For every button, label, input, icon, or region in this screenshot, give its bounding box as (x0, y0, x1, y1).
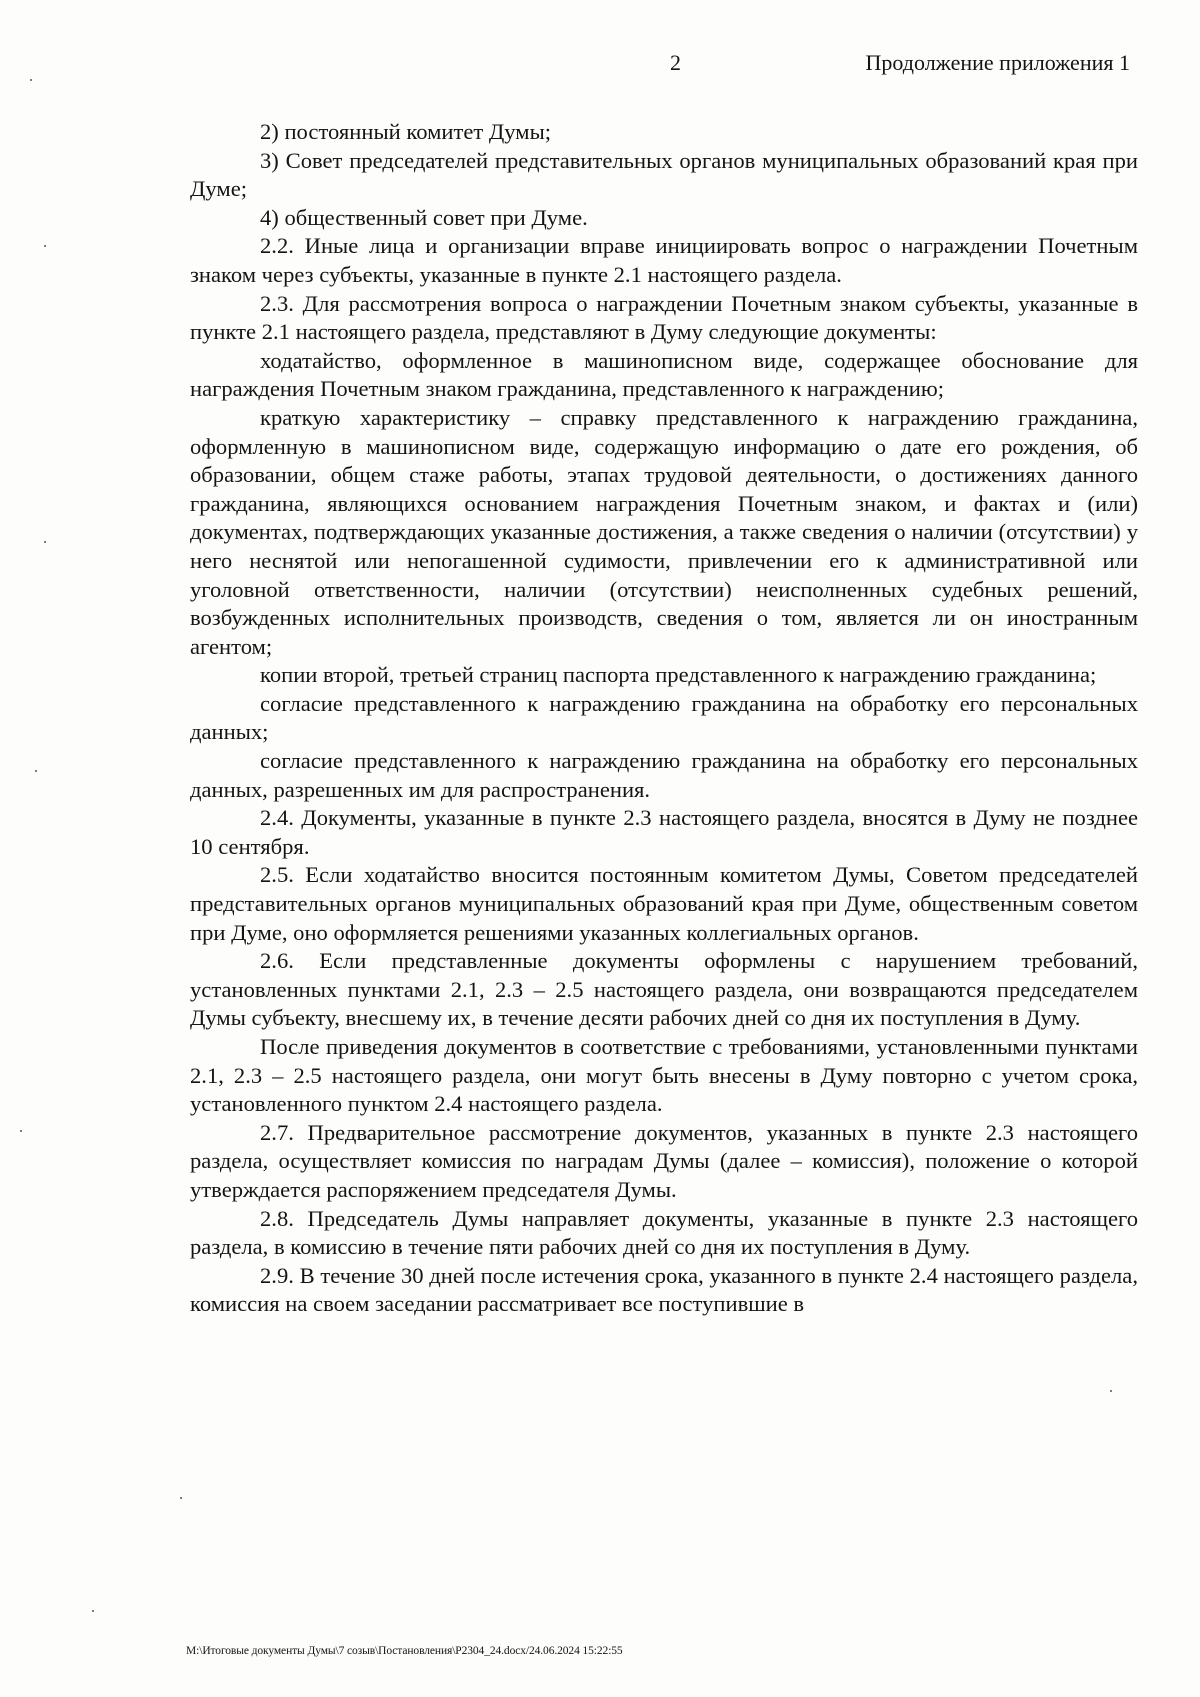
document-item-characteristic: краткую характеристику – справку представленного к награждению гражданина, оформленную в машинописном виде, содержащую информацию о дате его рождения, об образовании, общем стаже работы, этапах трудовой деятельности, о достижениях данного гражданина, являющихся основанием награждения Почетным знаком, и фактах и (или) документах, подтверждающих указанные достижения, а также сведения о наличии (отсутствии) у него неснятой или непогашенной судимости, привлечении его к административной или уголовной ответственности, наличии (отсутствии) неисполненных судебных решений, возбужденных исполнительных производств, сведения о том, является ли он иностранным агентом; (190, 404, 1138, 659)
scan-speck (44, 541, 46, 543)
scan-speck (1110, 1390, 1112, 1392)
document-item-data-consent: согласие представленного к награждению гражданина на обработку его персональных данных; (190, 690, 1138, 745)
appendix-continuation-label: Продолжение приложения 1 (865, 50, 1130, 75)
clause-2-6-resubmission: После приведения документов в соответствие с требованиями, установленными пунктами 2.1, 2.3 – 2.5 настоящего раздела, они могут быть внесены в Думу повторно с учетом срока, установленного пунктом 2.4 настоящего раздела. (190, 1034, 1138, 1117)
clause-2-6: 2.6. Если представленные документы оформлены с нарушением требований, установленных пунктами 2.1, 2.3 – 2.5 настоящего раздела, они возвращаются председателем Думы субъекту, внесшему их, в течение десяти рабочих дней со дня их поступления в Думу. (190, 948, 1138, 1031)
list-item-council-of-chairs: 3) Совет председателей представительных органов муниципальных образований края при Думе; (190, 147, 1138, 202)
footer-file-path: M:\Итоговые документы Думы\7 созыв\Постановления\P2304_24.docx/24.06.2024 15:22:55 (186, 1645, 623, 1657)
document-item-petition: ходатайство, оформленное в машинописном виде, содержащее обоснование для награждения Почетным знаком гражданина, представленного к награждению; (190, 347, 1138, 402)
clause-2-8: 2.8. Председатель Думы направляет документы, указанные в пункте 2.3 настоящего раздела, в комиссию в течение пяти рабочих дней со дня их поступления в Думу. (190, 1205, 1138, 1260)
scan-speck (35, 770, 37, 772)
clause-2-3: 2.3. Для рассмотрения вопроса о награждении Почетным знаком субъекты, указанные в пункте 2.1 настоящего раздела, представляют в Думу следующие документы: (190, 290, 1138, 345)
scan-speck (44, 245, 46, 247)
scan-speck (92, 1610, 94, 1612)
clause-2-5: 2.5. Если ходатайство вносится постоянным комитетом Думы, Советом председателей представительных органов муниципальных образований края при Думе, общественным советом при Думе, оно оформляется решениями указанных коллегиальных органов. (190, 862, 1138, 945)
clause-2-4: 2.4. Документы, указанные в пункте 2.3 настоящего раздела, вносятся в Думу не позднее 10 сентября. (190, 805, 1138, 859)
page-number: 2 (670, 50, 681, 75)
clause-2-9: 2.9. В течение 30 дней после истечения срока, указанного в пункте 2.4 настоящего раздела, комиссия на своем заседании рассматривает все поступившие в (190, 1262, 1138, 1317)
document-item-passport-copies: копии второй, третьей страниц паспорта представленного к награждению гражданина; (260, 662, 1097, 688)
clause-2-2: 2.2. Иные лица и организации вправе инициировать вопрос о награждении Почетным знаком через субъекты, указанные в пункте 2.1 настоящего раздела. (190, 233, 1138, 287)
document-body (190, 118, 1138, 1319)
list-item-standing-committee: 2) постоянный комитет Думы; (260, 119, 552, 144)
scan-speck (180, 1497, 182, 1499)
clause-2-7: 2.7. Предварительное рассмотрение документов, указанных в пункте 2.3 настоящего раздела, осуществляет комиссия по наградам Думы (далее – комиссия), положение о которой утверждается распоряжением председателя Думы. (190, 1119, 1138, 1202)
document-item-distribution-consent: согласие представленного к награждению гражданина на обработку его персональных данных, разрешенных им для распространения. (190, 748, 1138, 802)
scan-speck (30, 79, 32, 81)
scan-speck (20, 1130, 22, 1132)
list-item-public-council: 4) общественный совет при Думе. (260, 204, 588, 230)
